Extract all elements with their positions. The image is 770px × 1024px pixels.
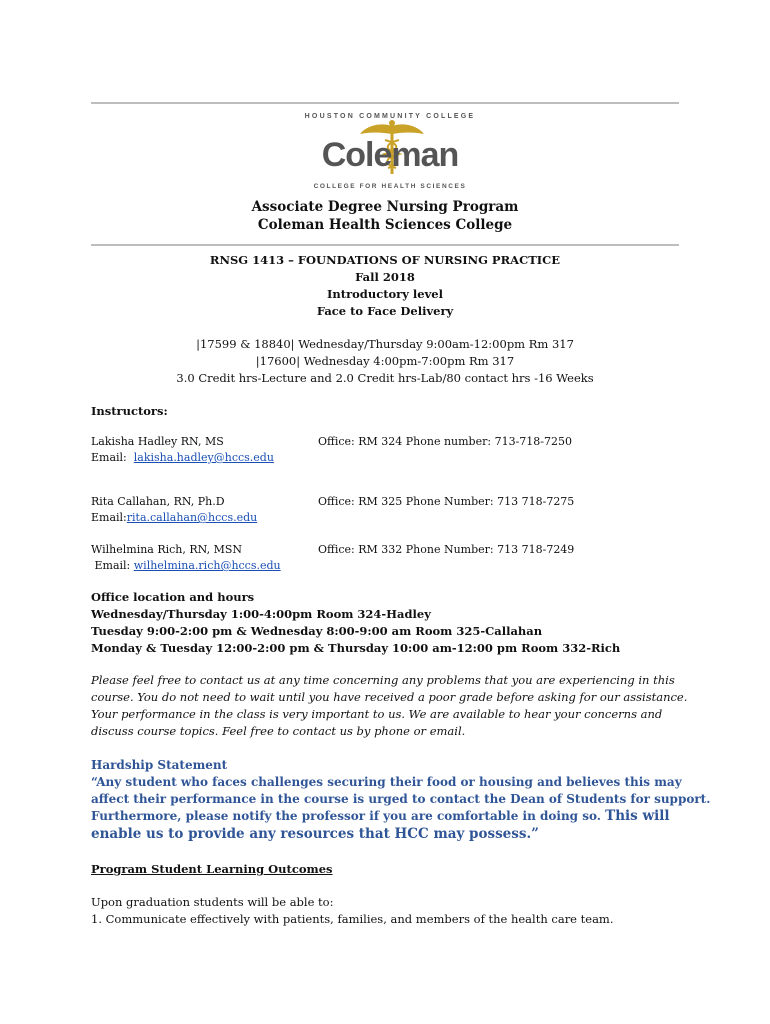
office-hours-line-3: Monday & Tuesday 12:00-2:00 pm & Thursday 10:00 am-12:00 pm Room 332-Rich — [91, 641, 621, 655]
top-rule — [91, 102, 679, 104]
course-title: RNSG 1413 – FOUNDATIONS OF NURSING PRACTICE — [209, 253, 561, 267]
contact-note-line-4: discuss course topics. Feel free to contact us by phone or email. — [91, 724, 466, 738]
hardship-line-4: enable us to provide any resources that HCC may possess.” — [91, 826, 539, 842]
hardship-line-3b: This will — [605, 808, 670, 824]
course-delivery: Face to Face Delivery — [316, 304, 454, 318]
coleman-college-logo — [300, 108, 480, 192]
schedule-line-1: |17599 & 18840| Wednesday/Thursday 9:00am-12:00pm Rm 317 — [196, 337, 574, 351]
instructor-2-office: Office: RM 325 Phone Number: 713 718-7275 — [318, 495, 575, 508]
hardship-line-2: affect their performance in the course is urged to contact the Dean of Students for support. — [91, 792, 711, 806]
contact-note-line-2: course. You do not need to wait until you have received a poor grade before asking for our assistance. — [91, 690, 688, 704]
instructors-heading: Instructors: — [91, 404, 168, 418]
outcomes-heading: Program Student Learning Outcomes — [91, 862, 333, 876]
header-rule — [91, 244, 679, 246]
contact-note-line-3: Your performance in the class is very important to us. We are available to hear your concerns and — [91, 707, 663, 721]
course-level: Introductory level — [327, 287, 443, 301]
email-label: Email: — [91, 451, 134, 464]
instructor-1-office: Office: RM 324 Phone number: 713-718-7250 — [318, 435, 572, 448]
instructor-1-name: Lakisha Hadley RN, MS — [91, 435, 224, 448]
college-title: Coleman Health Sciences College — [257, 217, 513, 233]
instructor-3-name: Wilhelmina Rich, RN, MSN — [91, 543, 243, 556]
office-hours-line-2: Tuesday 9:00-2:00 pm & Wednesday 8:00-9:00 am Room 325-Callahan — [91, 624, 543, 638]
office-hours-line-1: Wednesday/Thursday 1:00-4:00pm Room 324-Hadley — [91, 607, 431, 621]
instructor-2-name: Rita Callahan, RN, Ph.D — [91, 495, 225, 508]
schedule-line-2: |17600| Wednesday 4:00pm-7:00pm Rm 317 — [255, 354, 515, 368]
outcome-item-1: 1. Communicate effectively with patients, families, and members of the health care team. — [91, 912, 614, 926]
outcomes-intro: Upon graduation students will be able to: — [91, 895, 334, 909]
instructor-3-email-link[interactable]: wilhelmina.rich@hccs.edu — [133, 559, 281, 572]
hardship-line-3a: Furthermore, please notify the professor if you are comfortable in doing so. — [91, 809, 606, 823]
hardship-heading: Hardship Statement — [91, 758, 228, 772]
course-term: Fall 2018 — [355, 270, 415, 284]
instructor-3-email-row — [91, 558, 281, 573]
hardship-line-3 — [91, 808, 669, 826]
svg-text:Coleman: Coleman — [321, 136, 459, 174]
instructor-1-email-link[interactable]: lakisha.hadley@hccs.edu — [133, 451, 274, 464]
email-label: Email: — [91, 511, 127, 524]
instructor-1-email-row — [91, 450, 274, 465]
office-hours-heading: Office location and hours — [91, 590, 255, 604]
instructor-2-email-row — [91, 510, 257, 525]
contact-note-line-1: Please feel free to contact us at any time concerning any problems that you are experiencing in this — [91, 673, 675, 687]
email-label: Email: — [91, 559, 134, 572]
credit-hours: 3.0 Credit hrs-Lecture and 2.0 Credit hrs-Lab/80 contact hrs -16 Weeks — [176, 371, 594, 385]
svg-text:COLLEGE FOR HEALTH SCIENCES: COLLEGE FOR HEALTH SCIENCES — [313, 183, 467, 190]
svg-text:HOUSTON COMMUNITY COLLEGE: HOUSTON COMMUNITY COLLEGE — [304, 113, 476, 120]
hardship-line-1: “Any student who faces challenges securing their food or housing and believes this may — [91, 775, 682, 789]
program-title: Associate Degree Nursing Program — [251, 199, 519, 215]
instructor-2-email-link[interactable]: rita.callahan@hccs.edu — [126, 511, 258, 524]
instructor-3-office: Office: RM 332 Phone Number: 713 718-7249 — [318, 543, 575, 556]
